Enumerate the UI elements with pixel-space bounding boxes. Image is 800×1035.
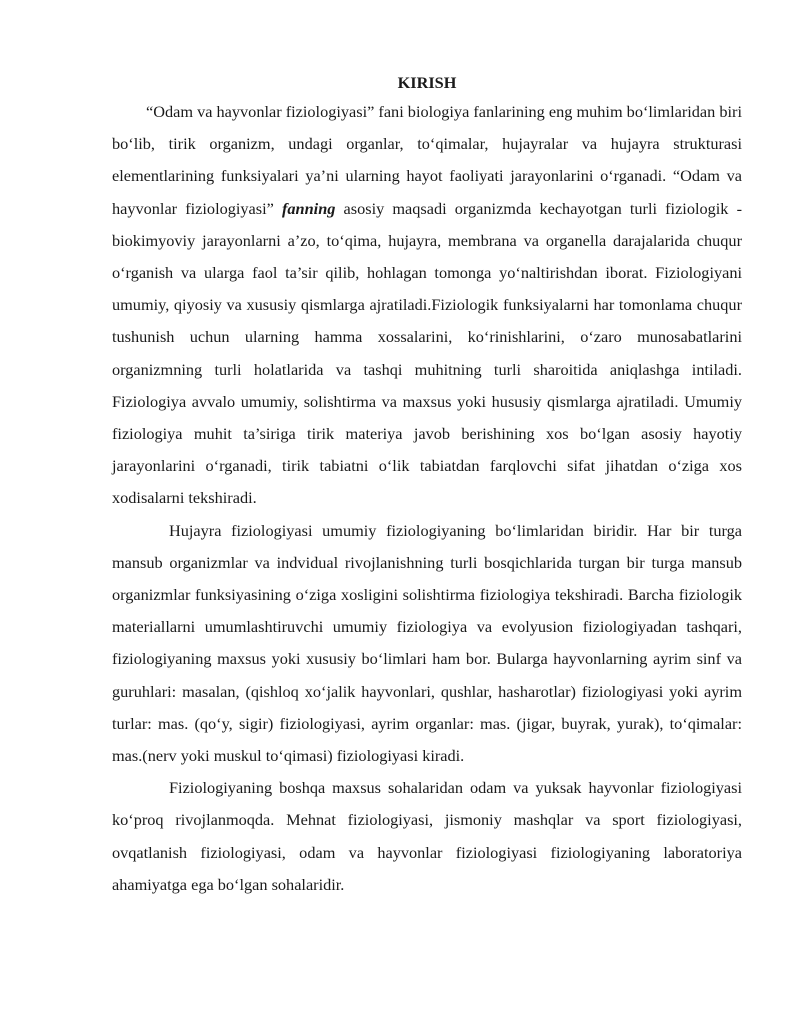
paragraph-cell-physiology: Hujayra fiziologiyasi umumiy fiziologiyaning bo‘limlaridan biridir. Har bir turga mansub organizmlar va indvidual rivojlanishning turli bosqichlarida turgan bir turga mansub organizmlar funksiyasining o‘ziga xosligini solishtirma fiziologiya tekshiradi. Barcha fiziologik materiallarni umumlashtiruvchi umumiy fiziologiya va evolyusion fiziologiyadan tashqari, fiziologiyaning maxsus yoki xususiy bo‘limlari ham bor. Bularga hayvonlarning ayrim sinf va guruhlari: masalan, (qishloq xo‘jalik hayvonlari, qushlar, hasharotlar) fiziologiyasi yoki ayrim turlar: mas. (qo‘y, sigir) fiziologiyasi, ayrim organlar: mas. (jigar, buyrak, yurak), to‘qimalar: mas.(nerv yoki muskul to‘qimasi) fiziologiyasi kiradi. [112, 520, 742, 766]
document-title: KIRISH [397, 73, 457, 92]
emphasized-word: fanning [282, 198, 336, 218]
paragraph-special-fields: Fiziologiyaning boshqa maxsus sohalaridan odam va yuksak hayvonlar fiziologiyasi ko‘proq rivojlanmoqda. Mehnat fiziologiyasi, jismoniy mashqlar va sport fiziologiyasi, ovqatlanish fiziologiyasi, odam va hayvonlar fiziologiyasi fiziologiyaning laboratoriya ahamiyatga ega bo‘lgan sohalaridir. [112, 778, 742, 894]
paragraph-intro-text-start: “Odam va hayvonlar fiziologiyasi” fani biologiya fanlarining eng muhim bo‘limlaridan biri bo‘lib, tirik organizm, undagi organlar, to‘qimalar, hujayralar va hujayra strukturasi elementlarining funksiyalari ya’ni ularning hayot faoliyati jarayonlarini o‘rganadi. “Odam va hayvonlar fiziologiyasi” [112, 102, 742, 218]
paragraph-intro [112, 96, 742, 515]
document-page [112, 72, 742, 901]
paragraph-intro-text-end: asosiy maqsadi organizmda kechayotgan turli fiziologik - biokimyoviy jarayonlarni a’zo, to‘qima, hujayra, membrana va organella darajalarida chuqur o‘rganish va ularga faol ta’sir qilib, hohlagan tomonga yo‘naltirishdan iborat. Fiziologiyani umumiy, qiyosiy va xususiy qismlarga ajratiladi.Fiziologik funksiyalarni har tomonlama chuqur tushunish uchun ularning hamma xossalarini, ko‘rinishlarini, o‘zaro munosabatlarini organizmning turli holatlarida va tashqi muhitning turli sharoitida aniqlashga intiladi. Fiziologiya avvalo umumiy, solishtirma va maxsus yoki hususiy qismlarga ajratiladi. Umumiy fiziologiya muhit ta’siriga tirik materiya javob berishining xos bo‘lgan asosiy hayotiy jarayonlarini o‘rganadi, tirik tabiatni o‘lik tabiatdan farqlovchi sifat jihatdan o‘ziga xos xodisalarni tekshiradi. [112, 198, 742, 508]
